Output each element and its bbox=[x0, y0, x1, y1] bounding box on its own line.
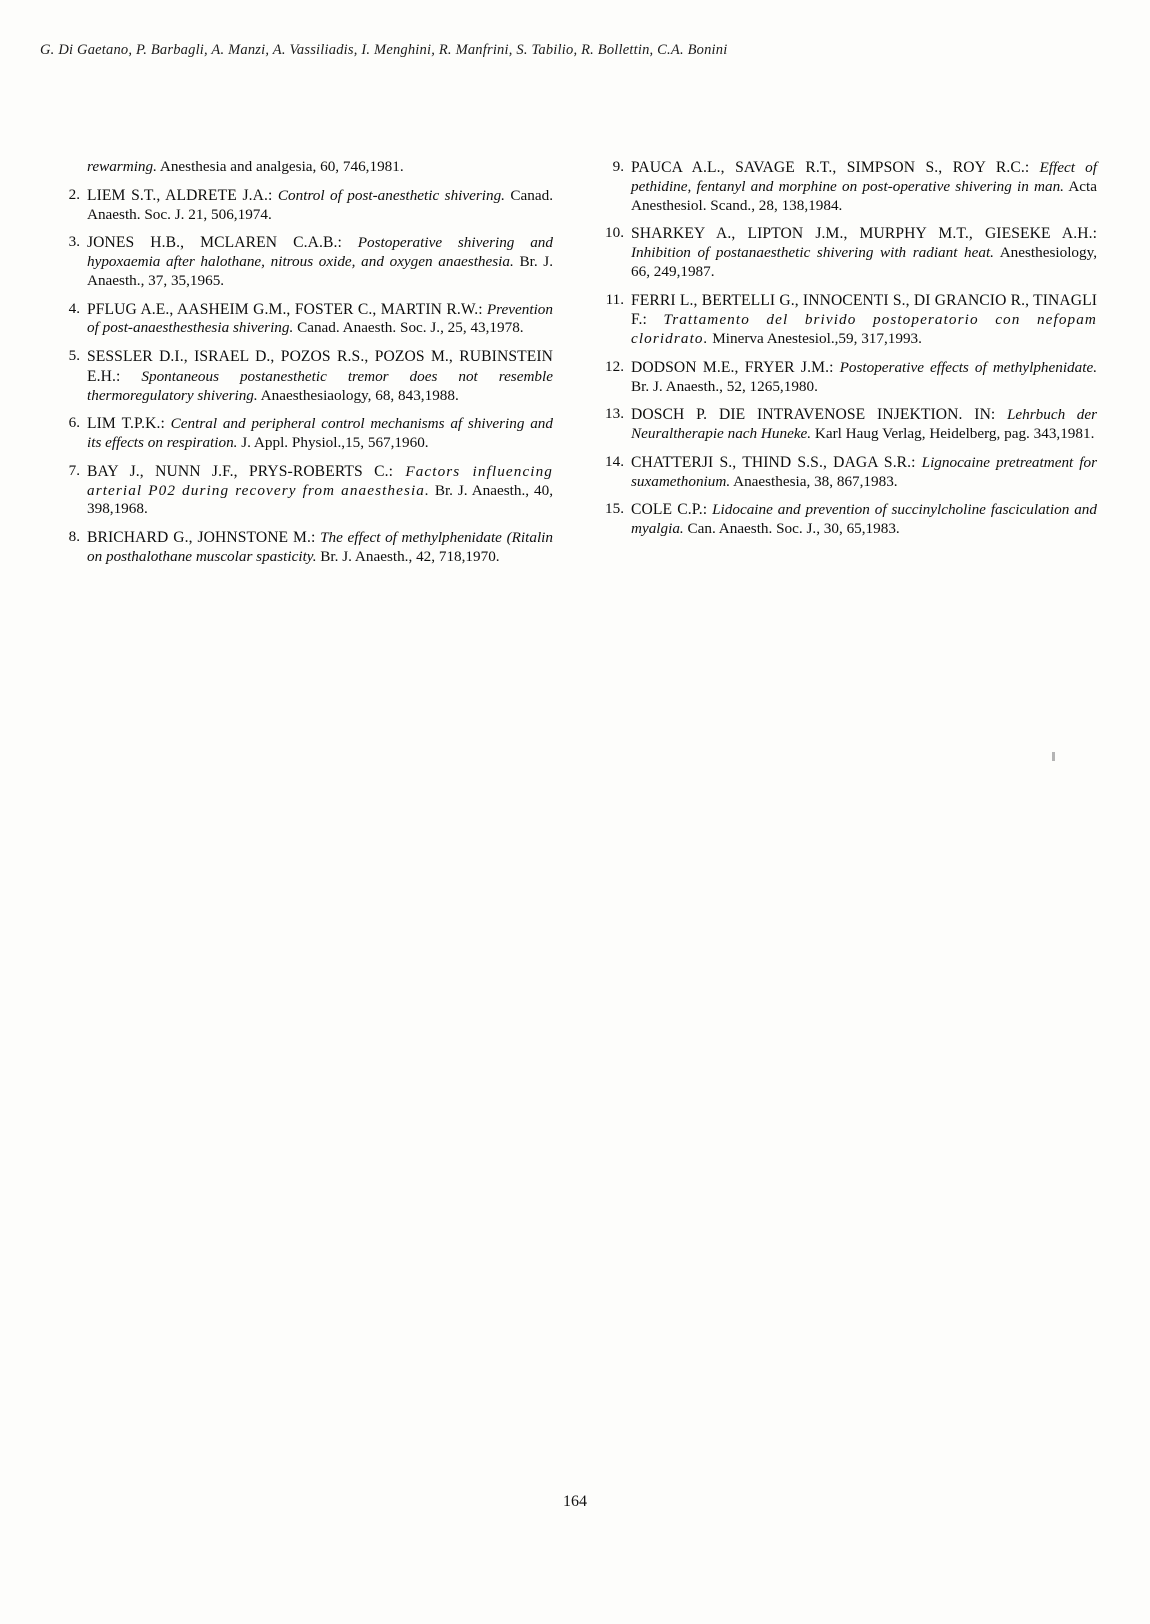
reference-authors: LIEM S.T., ALDRETE J.A.: bbox=[87, 186, 273, 204]
reference-item bbox=[57, 462, 553, 519]
reference-number: 9. bbox=[612, 158, 624, 175]
reference-source: Can. Anaesth. Soc. J., 30, 65,1983. bbox=[683, 520, 900, 538]
reference-number: 13. bbox=[605, 405, 624, 423]
reference-number: 5. bbox=[68, 347, 80, 365]
reference-number: 3. bbox=[68, 233, 80, 251]
reference-text bbox=[631, 224, 1097, 281]
reference-title: Lehrbuch der Neuraltherapie nach Huneke. bbox=[631, 406, 1097, 443]
reference-title: Spontaneous postanesthetic tremor does not resemble thermoregulatory shivering. bbox=[87, 367, 553, 404]
reference-title: Trattamento del brivido postoperatorio con nefopam cloridrato. bbox=[631, 311, 1097, 348]
reference-source: Br. J. Anaesth., 52, 1265,1980. bbox=[631, 377, 818, 395]
reference-text bbox=[631, 453, 1097, 492]
reference-item bbox=[57, 186, 553, 225]
reference-item bbox=[57, 158, 553, 177]
reference-item bbox=[601, 158, 1097, 215]
reference-title: Lignocaine pretreatment for suxamethonium. bbox=[631, 453, 1097, 490]
reference-title: Lidocaine and prevention of succinylcholine fasciculation and myalgia. bbox=[631, 501, 1097, 538]
reference-text bbox=[87, 158, 553, 177]
reference-number: 12. bbox=[605, 357, 624, 375]
reference-title: Control of post-anesthetic shivering. bbox=[277, 186, 505, 204]
reference-title: Postoperative effects of methylphenidate. bbox=[833, 358, 1098, 376]
reference-authors: CHATTERJI S., THIND S.S., DAGA S.R.: bbox=[631, 453, 916, 471]
reference-source: Anaesthesiaology, 68, 843,1988. bbox=[257, 386, 459, 404]
reference-text bbox=[87, 300, 553, 339]
reference-authors: PAUCA A.L., SAVAGE R.T., SIMPSON S., ROY R.C.: bbox=[631, 159, 1030, 176]
reference-item bbox=[57, 300, 553, 339]
reference-authors: PFLUG A.E., AASHEIM G.M., FOSTER C., MARTIN R.W.: bbox=[87, 300, 483, 318]
reference-text bbox=[87, 233, 553, 290]
reference-number: 11. bbox=[605, 290, 624, 308]
reference-text bbox=[631, 291, 1097, 349]
reference-number: 2. bbox=[68, 185, 80, 203]
reference-item bbox=[57, 414, 553, 453]
page-number: 164 bbox=[563, 1493, 587, 1510]
right-column bbox=[601, 158, 1097, 576]
reference-authors: BRICHARD G., JOHNSTONE M.: bbox=[87, 529, 316, 547]
reference-item bbox=[601, 224, 1097, 281]
left-column bbox=[57, 158, 553, 576]
reference-text bbox=[631, 358, 1097, 397]
reference-columns bbox=[57, 158, 1097, 576]
reference-title: Postoperative shivering and hypoxaemia after halothane, nitrous oxide, and oxygen anaesthesia. bbox=[87, 234, 553, 271]
reference-number: 14. bbox=[605, 452, 624, 470]
reference-authors: SESSLER D.I., ISRAEL D., POZOS R.S., POZOS M., RUBINSTEIN E.H.: bbox=[87, 348, 553, 385]
reference-item bbox=[57, 528, 553, 567]
reference-item bbox=[601, 291, 1097, 349]
reference-text bbox=[631, 500, 1097, 539]
reference-authors: BAY J., NUNN J.F., PRYS-ROBERTS C.: bbox=[87, 462, 394, 480]
reference-source: Karl Haug Verlag, Heidelberg, pag. 343,1981. bbox=[811, 425, 1095, 443]
reference-item bbox=[601, 405, 1097, 444]
reference-item bbox=[601, 358, 1097, 397]
reference-source: J. Appl. Physiol.,15, 567,1960. bbox=[237, 434, 429, 452]
reference-item bbox=[601, 453, 1097, 492]
reference-text bbox=[87, 462, 553, 519]
reference-source: Acta Anesthesiol. Scand., 28, 138,1984. bbox=[631, 177, 1097, 214]
reference-text bbox=[87, 186, 553, 225]
reference-text bbox=[631, 158, 1097, 215]
reference-number: 8. bbox=[68, 528, 80, 546]
reference-authors: DODSON M.E., FRYER J.M.: bbox=[631, 358, 834, 376]
reference-authors: SHARKEY A., LIPTON J.M., MURPHY M.T., GIESEKE A.H.: bbox=[631, 225, 1097, 243]
running-head: G. Di Gaetano, P. Barbagli, A. Manzi, A. Vassiliadis, I. Menghini, R. Manfrini, S. Tabilio, R. Bollettin, C.A. Bonini bbox=[40, 42, 728, 58]
reference-text bbox=[87, 528, 553, 567]
reference-title: The effect of methylphenidate (Ritalin on posthalothane muscolar spasticity. bbox=[87, 529, 553, 566]
reference-source: Br. J. Anaesth., 37, 35,1965. bbox=[87, 253, 554, 289]
reference-text bbox=[631, 405, 1097, 444]
reference-title: Effect of pethidine, fentanyl and morphine on post-operative shivering in man. bbox=[631, 159, 1097, 195]
reference-text bbox=[87, 347, 553, 405]
reference-title: Factors influencing arterial P02 during recovery from anaesthesia. bbox=[87, 462, 553, 499]
reference-number: 15. bbox=[605, 500, 624, 518]
reference-number: 4. bbox=[68, 299, 80, 317]
reference-source: Anesthesia and analgesia, 60, 746,1981. bbox=[156, 158, 404, 175]
reference-title: Central and peripheral control mechanisms af shivering and its effects on respiration. bbox=[87, 415, 553, 452]
reference-number bbox=[57, 158, 87, 177]
reference-source: Br. J. Anaesth., 42, 718,1970. bbox=[316, 548, 500, 566]
reference-title: Inhibition of postanaesthetic shivering with radiant heat. bbox=[631, 244, 994, 262]
reference-authors: LIM T.P.K.: bbox=[87, 415, 165, 433]
reference-source: Anesthesiology, 66, 249,1987. bbox=[631, 244, 1097, 280]
reference-source: Minerva Anestesiol.,59, 317,1993. bbox=[708, 330, 922, 348]
reference-number: 10. bbox=[605, 224, 624, 242]
reference-source: Anaesthesia, 38, 867,1983. bbox=[730, 472, 898, 490]
reference-text bbox=[87, 414, 553, 453]
reference-item bbox=[57, 233, 553, 290]
reference-authors: JONES H.B., MCLAREN C.A.B.: bbox=[87, 234, 342, 252]
reference-title: Prevention of post-anaesthesthesia shivering. bbox=[87, 300, 553, 337]
reference-number: 6. bbox=[68, 414, 80, 432]
reference-number: 7. bbox=[68, 461, 80, 479]
reference-authors: DOSCH P. DIE INTRAVENOSE INJEKTION. IN: bbox=[631, 406, 996, 424]
reference-authors: COLE C.P.: bbox=[631, 501, 708, 519]
reference-source: Canad. Anaesth. Soc. J., 25, 43,1978. bbox=[293, 319, 524, 337]
reference-italic-lead: rewarming. bbox=[87, 158, 157, 175]
reference-source: Br. J. Anaesth., 40, 398,1968. bbox=[87, 481, 553, 518]
reference-source: Canad. Anaesth. Soc. J. 21, 506,1974. bbox=[87, 186, 554, 223]
stray-ink-mark bbox=[1052, 752, 1055, 761]
reference-item bbox=[601, 500, 1097, 539]
reference-item bbox=[57, 347, 553, 405]
reference-authors: FERRI L., BERTELLI G., INNOCENTI S., DI GRANCIO R., TINAGLI F.: bbox=[631, 291, 1097, 329]
